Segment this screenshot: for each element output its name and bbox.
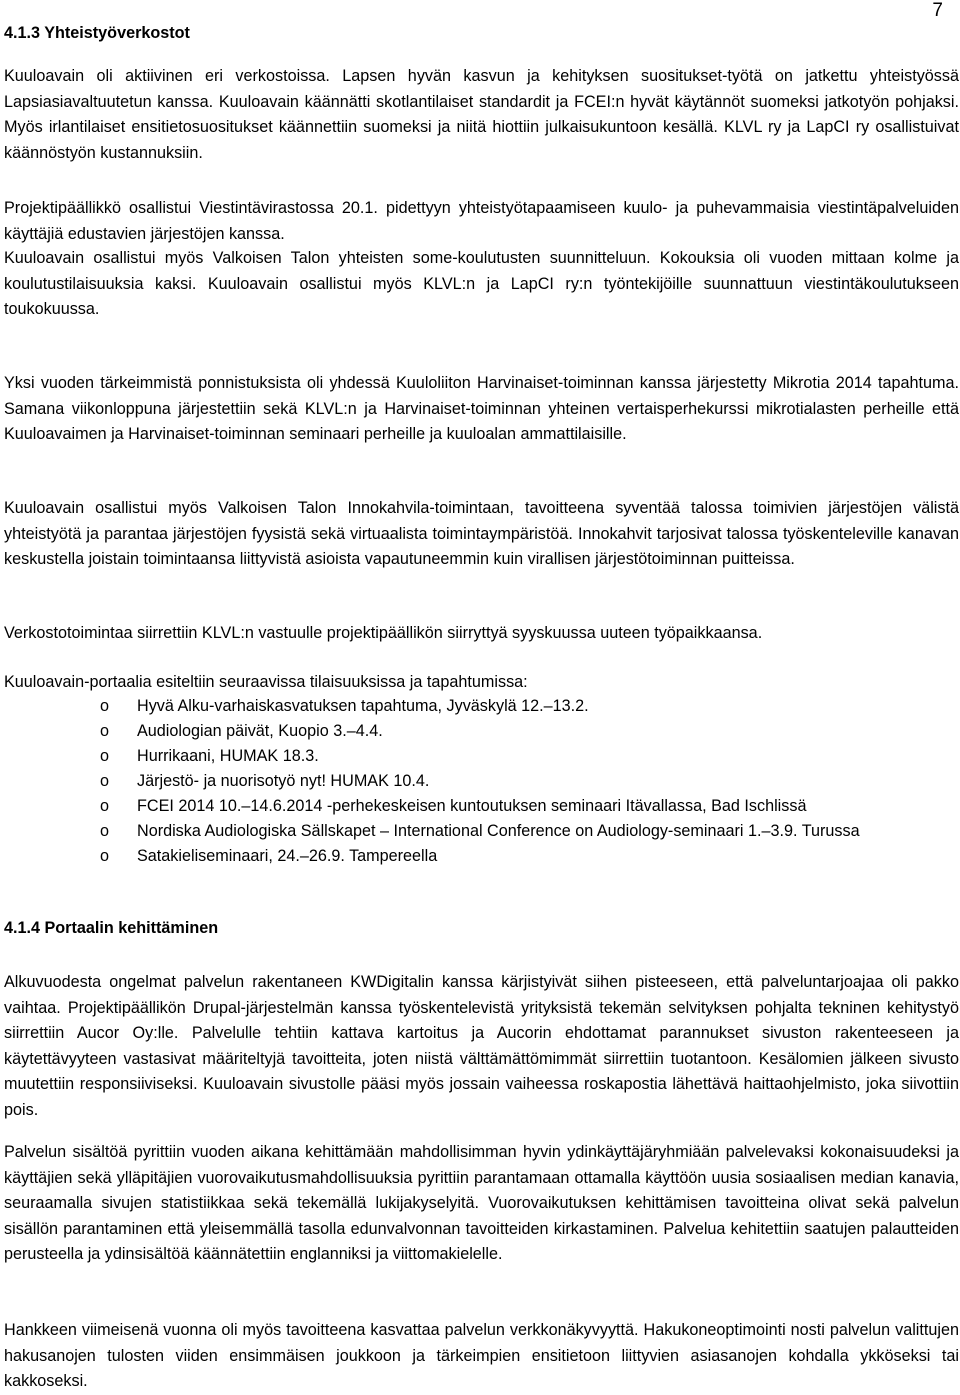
paragraph: Kuuloavain-portaalia esiteltiin seuraavissa tilaisuuksissa ja tapahtumissa:: [4, 673, 528, 691]
paragraph: Projektipäällikkö osallistui Viestintävirastossa 20.1. pidettyyn yhteistyötapaamiseen kuulo- ja puhevammaisia viestintäpalveluiden käyttäjiä edustavien järjestöjen kanssa.: [4, 199, 959, 243]
page-number: 7: [932, 0, 943, 21]
bullet-icon: o: [100, 722, 110, 740]
paragraph: Palvelun sisältöä pyrittiin vuoden aikana kehittämään mahdollisimman hyvin ydinkäyttäjäryhmiään palvelevaksi kokonaisuudeksi ja käyttäjien sekä ylläpitäjien vuorovaikutusmahdollisuuksia pyrittiin parantamaan ottamalla käyttöön uusia sosiaalisen median kanavia, seuraamalla sivujen statistiikkaa sekä tekemällä lukijakyselyitä. Vuorovaikutuksen kehittämisen tavoitteina olivat sekä palvelun sisällön parantaminen että yleisemmällä tasolla edunvalvonnan tavoitteiden kirkastaminen. Palvelua kehitettiin saatujen palautteiden perusteella ja ydinsisältöä käännätettiin englanniksi ja viittomakielelle.: [4, 1143, 959, 1263]
bullet-icon: o: [100, 797, 110, 815]
list-item: [0, 694, 960, 719]
event-list: [0, 694, 960, 869]
paragraph: Verkostotoimintaa siirrettiin KLVL:n vastuulle projektipäällikön siirryttyä syyskuussa uuteen työpaikkaansa.: [4, 624, 763, 642]
list-item-text: FCEI 2014 10.–14.6.2014 -perhekeskeisen kuntoutuksen seminaari Itävallassa, Bad Ischlissä: [137, 797, 807, 815]
bullet-icon: o: [100, 822, 110, 840]
paragraph: Yksi vuoden tärkeimmistä ponnistuksista oli yhdessä Kuuloliiton Harvinaiset-toiminnan kanssa järjestetty Mikrotia 2014 tapahtuma. Samana viikonloppuna järjestettiin sekä KLVL:n ja Harvinaiset-toiminnan yhteinen vertaisperhekurssi mikrotialasten perheille että Kuuloavaimen ja Harvinaiset-toiminnan seminaari perheille ja kuuloalan ammattilaisille.: [4, 374, 959, 443]
paragraph: Hankkeen viimeisenä vuonna oli myös tavoitteena kasvattaa palvelun verkkonäkyvyyttä. Hakukoneoptimointi nosti palvelun valittujen hakusanojen tulosten viiden ensimmäisen joukkoon ja tärkeimpien ensitietoon liittyvien asiasanojen kohdalla ykköseksi tai kakkoseksi.: [4, 1321, 959, 1390]
list-item: [0, 844, 960, 869]
paragraph: Alkuvuodesta ongelmat palvelun rakentaneen KWDigitalin kanssa kärjistyivät siihen pisteeseen, että palveluntarjoajaa oli pakko vaihtaa. Projektipäällikön Drupal-järjestelmän kanssa työskentelevistä yrityksistä tekemän selvityksen pohjalta tekninen kehitystyö siirrettiin Aucor Oy:lle. Palvelulle tehtiin kattava kartoitus ja Aucorin ehdottamat parannukset sivuston rakenteeseen ja käytettävyyteen vastasivat määriteltyjä tavoitteita, joten niistä välttämättömimmät siirrettiin tuotantoon. Kesälomien jälkeen sivusto muutettiin responsiiviseksi. Kuuloavain sivustolle pääsi myös jossain vaiheessa roskapostia lähettävä haittaohjelmisto, joka siivottiin pois.: [4, 973, 959, 1119]
list-item-text: Hyvä Alku-varhaiskasvatuksen tapahtuma, Jyväskylä 12.–13.2.: [137, 697, 589, 715]
list-item-text: Satakieliseminaari, 24.–26.9. Tampereella: [137, 847, 438, 865]
bullet-icon: o: [100, 697, 110, 715]
bullet-icon: o: [100, 847, 110, 865]
list-item-text: Hurrikaani, HUMAK 18.3.: [137, 747, 319, 765]
section-heading-portaalin-kehittaminen: 4.1.4 Portaalin kehittäminen: [4, 919, 219, 937]
list-item: [0, 819, 960, 844]
list-item: [0, 769, 960, 794]
bullet-icon: o: [100, 772, 110, 790]
list-item: [0, 794, 960, 819]
list-item-text: Audiologian päivät, Kuopio 3.–4.4.: [137, 722, 383, 740]
list-item-text: Järjestö- ja nuorisotyö nyt! HUMAK 10.4.: [137, 772, 430, 790]
section-heading-yhteistyoverkostot: 4.1.3 Yhteistyöverkostot: [4, 24, 190, 42]
list-item-text: Nordiska Audiologiska Sällskapet – International Conference on Audiology-seminaari 1.–3.9. Turussa: [137, 822, 860, 840]
paragraph: Kuuloavain osallistui myös Valkoisen Talon yhteisten some-koulutusten suunnitteluun. Kokouksia oli vuoden mittaan kolme ja koulutustilaisuuksia kaksi. Kuuloavain osallistui myös KLVL:n ja LapCI ry:n työntekijöille suunnattuun viestintäkoulutukseen toukokuussa.: [4, 249, 959, 318]
list-item: [0, 719, 960, 744]
paragraph: Kuuloavain oli aktiivinen eri verkostoissa. Lapsen hyvän kasvun ja kehityksen suositukset-työtä on jatkettu yhteistyössä Lapsiasiavaltuutetun kanssa. Kuuloavain käännätti skotlantilaiset standardit ja FCEI:n hyvät käytännöt suomeksi jatkotyön pohjaksi. Myös irlantilaiset ensitietosuositukset käännettiin suomeksi ja niitä hiottiin julkaisukuntoon kesällä. KLVL ry ja LapCI ry osallistuivat käännöstyön kustannuksiin.: [4, 67, 959, 162]
list-item: [0, 744, 960, 769]
paragraph: Kuuloavain osallistui myös Valkoisen Talon Innokahvila-toimintaan, tavoitteena syventää talossa toimivien järjestöjen välistä yhteistyötä ja parantaa järjestöjen fyysistä sekä virtuaalista toimintaympäristöä. Innokahvit tarjosivat talossa työskenteleville kanavan keskustella joistain toimintaansa liittyvistä asioista vapautuneemmin kuin virallisen järjestötoiminnan puitteissa.: [4, 499, 959, 568]
bullet-icon: o: [100, 747, 110, 765]
